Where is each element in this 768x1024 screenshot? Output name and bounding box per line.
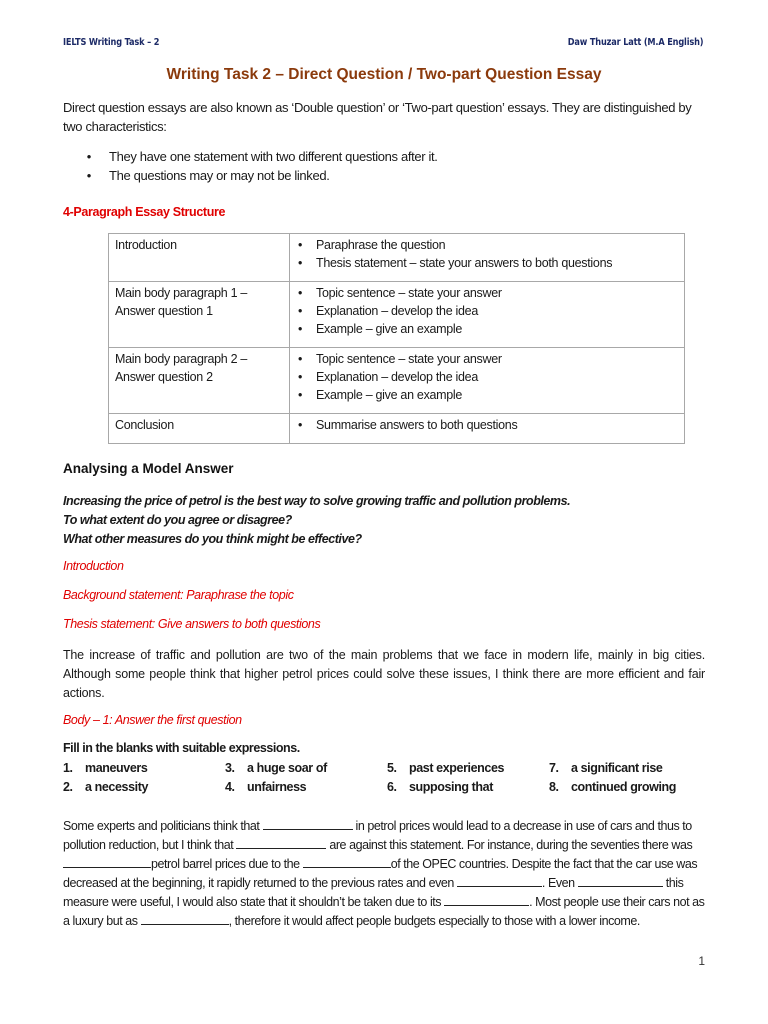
passage-text: . Most people use their cars not as a luxury but as — [63, 895, 705, 928]
option-number: 2. — [63, 780, 73, 794]
list-item: • Summarise answers to both questions — [296, 416, 678, 434]
fill-in-passage — [63, 817, 713, 931]
option-item — [225, 761, 327, 775]
body-1-label: Body – 1: Answer the first question — [63, 713, 242, 727]
passage-text: of the OPEC countries. Despite the fact that the car use was decreased at the beginning, it rapidly returned to the previous rates and even — [63, 857, 698, 890]
list-item: • Topic sentence – state your answer — [296, 284, 678, 302]
option-item — [63, 761, 147, 775]
list-item: • They have one statement with two different questions after it. — [63, 147, 713, 166]
header-course-title: IELTS Writing Task – 2 — [63, 37, 160, 48]
option-text: a necessity — [85, 780, 149, 794]
table-cell-points — [290, 234, 685, 282]
table-cell-points — [290, 414, 685, 444]
option-number: 4. — [225, 780, 235, 794]
option-item — [549, 780, 676, 794]
structure-heading: 4-Paragraph Essay Structure — [63, 205, 226, 219]
list-item: • Explanation – develop the idea — [296, 302, 678, 320]
passage-text: Some experts and politicians think that — [63, 819, 260, 833]
table-cell-section: Introduction — [109, 234, 290, 282]
question-part-2: What other measures do you think might be effective? — [63, 532, 362, 546]
table-cell-section: Conclusion — [109, 414, 290, 444]
table-cell-points — [290, 348, 685, 414]
list-item: • Example – give an example — [296, 320, 678, 338]
list-item: • Paraphrase the question — [296, 236, 678, 254]
option-item — [225, 780, 306, 794]
blank-1[interactable] — [263, 817, 353, 830]
table-cell-points — [290, 282, 685, 348]
option-text: a huge soar of — [247, 761, 327, 775]
passage-text: in petrol prices would lead to a decrease in use of cars and thus to pollution reduction, but I think that — [63, 819, 692, 852]
table-cell-section: Main body paragraph 1 – Answer question 1 — [109, 282, 290, 348]
option-item — [387, 761, 504, 775]
option-item — [549, 761, 662, 775]
option-text: a significant rise — [571, 761, 663, 775]
table-cell-section: Main body paragraph 2 – Answer question 2 — [109, 348, 290, 414]
list-item: • Example – give an example — [296, 386, 678, 404]
blank-4[interactable] — [303, 855, 391, 868]
blank-7[interactable] — [444, 893, 529, 906]
option-item — [63, 780, 148, 794]
option-number: 5. — [387, 761, 397, 775]
option-text: maneuvers — [85, 761, 148, 775]
blank-6[interactable] — [578, 874, 663, 887]
table-row — [109, 234, 685, 282]
question-statement: Increasing the price of petrol is the best way to solve growing traffic and pollution problems. — [63, 494, 571, 508]
passage-text: petrol barrel prices due to the — [151, 857, 300, 871]
option-number: 3. — [225, 761, 235, 775]
list-item: • Explanation – develop the idea — [296, 368, 678, 386]
introduction-label: Introduction — [63, 559, 124, 573]
option-number: 8. — [549, 780, 559, 794]
option-item — [387, 780, 493, 794]
passage-text: are against this statement. For instance, during the seventies there was — [329, 838, 693, 852]
list-item: • Topic sentence – state your answer — [296, 350, 678, 368]
page-number: 1 — [698, 954, 705, 968]
essay-question — [63, 492, 570, 549]
table-row — [109, 414, 685, 444]
question-part-1: To what extent do you agree or disagree? — [63, 513, 292, 527]
option-number: 7. — [549, 761, 559, 775]
thesis-statement-label: Thesis statement: Give answers to both questions — [63, 617, 321, 631]
blank-5[interactable] — [457, 874, 542, 887]
blank-8[interactable] — [141, 912, 229, 925]
model-answer-heading: Analysing a Model Answer — [63, 461, 234, 476]
passage-text: , therefore it would affect people budgets especially to those with a lower income. — [228, 914, 640, 928]
blank-3[interactable] — [63, 855, 151, 868]
page-title: Writing Task 2 – Direct Question / Two-part Question Essay — [166, 66, 602, 83]
option-text: unfairness — [247, 780, 307, 794]
characteristics-list — [63, 147, 713, 185]
list-item: • The questions may or may not be linked. — [63, 166, 713, 185]
intro-paragraph: Direct question essays are also known as ‘Double question’ or ‘Two-part question’ essays. They are distinguished by two characteristics: — [63, 100, 692, 134]
passage-text: this measure were useful, I would also state that it shouldn’t be taken due to its — [63, 876, 684, 909]
exercise-instruction: Fill in the blanks with suitable expressions. — [63, 741, 300, 755]
blank-2[interactable] — [236, 836, 326, 849]
passage-text: . Even — [541, 876, 575, 890]
header-author: Daw Thuzar Latt (M.A English) — [567, 37, 703, 48]
background-statement-label: Background statement: Paraphrase the topic — [63, 588, 294, 602]
option-number: 1. — [63, 761, 73, 775]
model-intro-paragraph: The increase of traffic and pollution are two of the main problems that we face in modern life, mainly in big cities. Although some people think that higher petrol prices could solve these issues, I think there are more efficient and fair actions. — [63, 648, 705, 700]
option-number: 6. — [387, 780, 397, 794]
option-text: continued growing — [571, 780, 676, 794]
essay-structure-table — [108, 233, 685, 444]
table-row — [109, 282, 685, 348]
option-text: supposing that — [409, 780, 493, 794]
list-item: • Thesis statement – state your answers to both questions — [296, 254, 678, 272]
table-row — [109, 348, 685, 414]
option-text: past experiences — [409, 761, 505, 775]
